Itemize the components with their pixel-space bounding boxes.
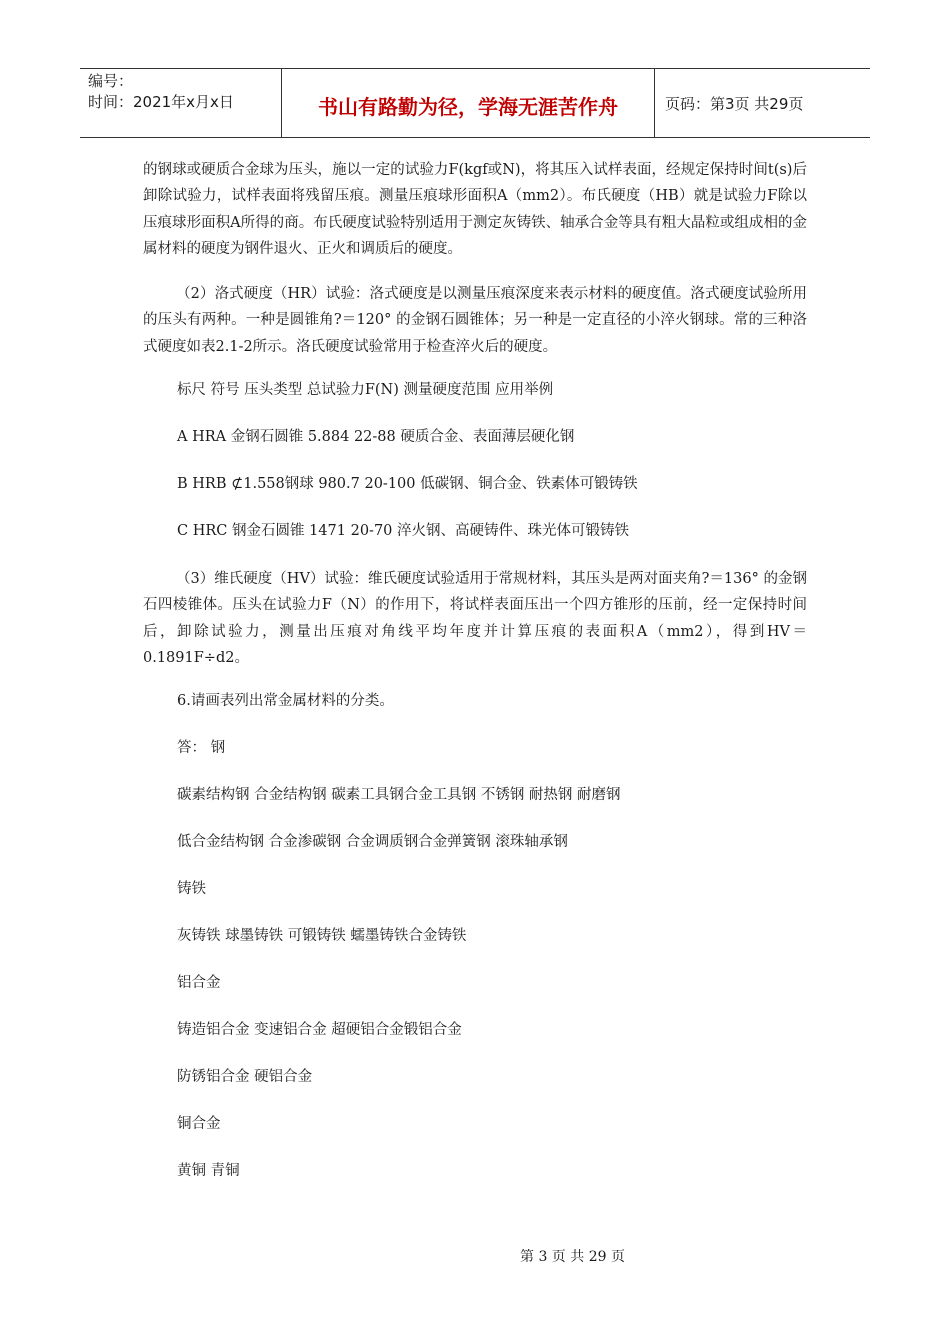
answer-line: 防锈铝合金 硬铝合金 (177, 1069, 313, 1085)
answer-line: 答： 钢 (177, 740, 226, 756)
table-row-b: B HRB ⊄1.558钢球 980.7 20-100 低碳钢、铜合金、铁素体可锻铸铁 (177, 476, 638, 492)
rockwell-text: （2）洛式硬度（HR）试验：洛式硬度是以测量压痕深度来表示材料的硬度值。洛式硬度试验所用的压头有两种。一种是圆锥角?＝120° 的金钢石圆锥体；另一种是一定直径的小淬火钢球。常的三种洛式硬度如表2.1-2所示。洛氏硬度试验常用于检查淬火后的硬度。 (143, 286, 807, 355)
table-header-line: 标尺 符号 压头类型 总试验力F(N) 测量硬度范围 应用举例 (177, 382, 554, 398)
answer-line: 铝合金 (177, 975, 221, 991)
header-motto: 书山有路勤为径，学海无涯苦作舟 (282, 69, 655, 137)
rockwell-paragraph (143, 281, 807, 360)
answer-line: 碳素结构钢 合金结构钢 碳素工具钢合金工具钢 不锈钢 耐热钢 耐磨钢 (177, 787, 621, 803)
vickers-text: （3）维氏硬度（HV）试验：维氏硬度试验适用于常规材料，其压头是两对面夹角?＝136° 的金钢石四棱锥体。压头在试验力F（N）的作用下，将试样表面压出一个四方锥形的压前，经一定保持时间后，卸除试验力，测量出压痕对角线平均年度并计算压痕的表面积A（mm2），得到HV＝0.1891F÷d2。 (143, 571, 807, 666)
vickers-paragraph (143, 566, 807, 671)
time-label: 时间：2021年x月x日 (88, 93, 234, 111)
answer-line: 铸造铝合金 变速铝合金 超硬铝合金锻铝合金 (177, 1022, 462, 1038)
answer-line: 低合金结构钢 合金渗碳钢 合金调质钢合金弹簧钢 滚珠轴承钢 (177, 834, 568, 850)
question-line: 6.请画表列出常金属材料的分类。 (177, 693, 394, 709)
answer-line: 铜合金 (177, 1116, 221, 1132)
table-row-c: C HRC 钢金石圆锥 1471 20-70 淬火钢、高硬铸件、珠光体可锻铸铁 (177, 523, 629, 539)
table-row-a: A HRA 金钢石圆锥 5.884 22-88 硬质合金、表面薄层硬化钢 (177, 429, 575, 445)
answer-line: 黄铜 青铜 (177, 1163, 240, 1179)
page-header (80, 68, 870, 138)
answer-line: 灰铸铁 球墨铸铁 可锻铸铁 蠕墨铸铁合金铸铁 (177, 928, 467, 944)
answer-line: 铸铁 (177, 881, 206, 897)
number-label: 编号： (88, 72, 134, 90)
header-meta (80, 69, 282, 137)
page-footer: 第 3 页 共 29 页 (520, 1249, 625, 1265)
brinell-paragraph: 的钢球或硬质合金球为压头，施以一定的试验力F(kgf或N)，将其压入试样表面，经规定保持时间t(s)后卸除试验力，试样表面将残留压痕。测量压痕球形面积A（mm2）。布氏硬度（HB）就是试验力F除以压痕球形面积A所得的商。布氏硬度试验特别适用于测定灰铸铁、轴承合金等具有粗大晶粒或组成相的金属材料的硬度为钢件退火、正火和调质后的硬度。 (143, 162, 807, 257)
header-page-info: 页码：第3页 共29页 (665, 94, 804, 113)
